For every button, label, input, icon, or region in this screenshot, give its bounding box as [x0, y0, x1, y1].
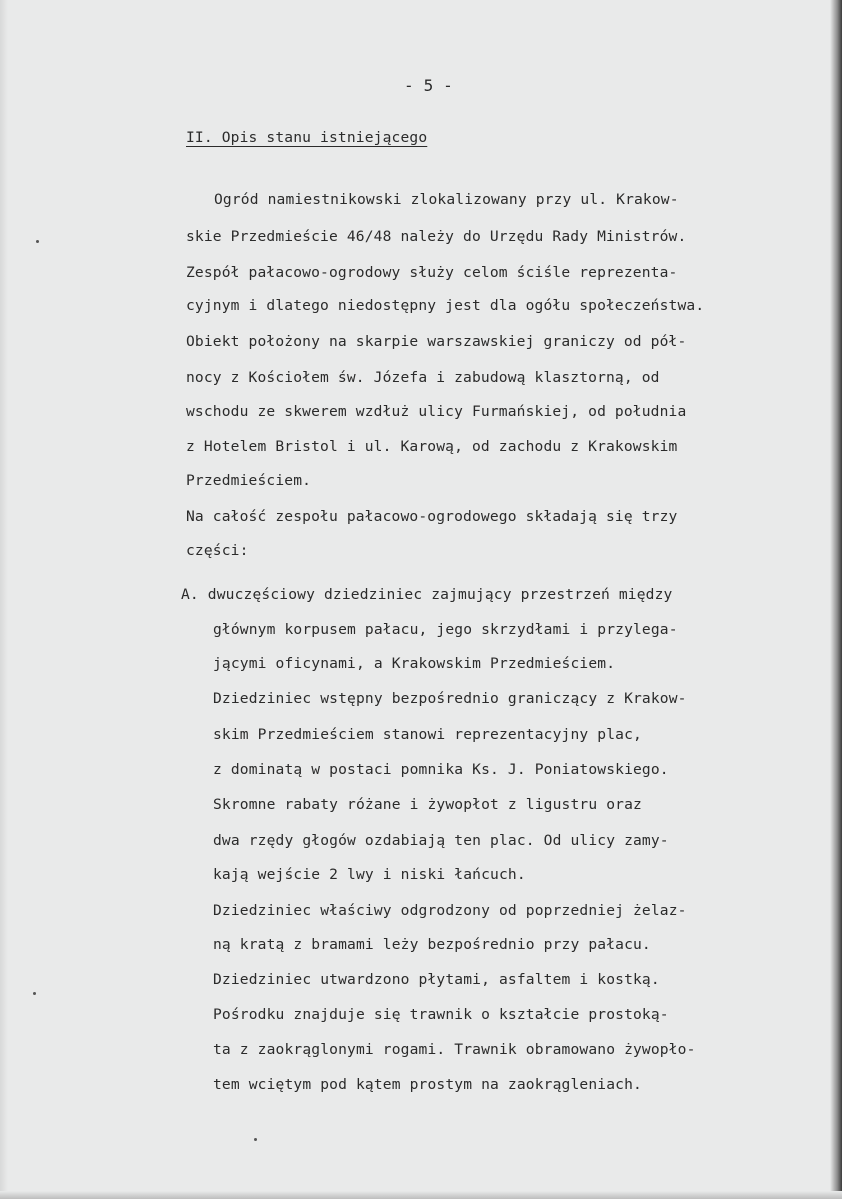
paragraph-line: Na całość zespołu pałacowo-ogrodowego składają się trzy: [186, 508, 678, 525]
paragraph-line: skie Przedmieście 46/48 należy do Urzędu Rady Ministrów.: [186, 228, 687, 245]
list-item-a-line: kają wejście 2 lwy i niski łańcuch.: [213, 866, 526, 883]
list-item-a-line: dwa rzędy głogów ozdabiają ten plac. Od ulicy zamy-: [213, 832, 669, 849]
list-item-a-line: Pośrodku znajduje się trawnik o kształcie prostoką-: [213, 1006, 669, 1023]
paragraph-line: Obiekt położony na skarpie warszawskiej graniczy od pół-: [186, 333, 687, 350]
list-item-a-line: Dziedziniec utwardzono płytami, asfaltem i kostką.: [213, 971, 660, 988]
list-item-a-line: skim Przedmieściem stanowi reprezentacyjny plac,: [213, 726, 642, 743]
list-item-a-line: głównym korpusem pałacu, jego skrzydłami i przylega-: [213, 621, 678, 638]
scan-speck: [33, 992, 36, 995]
paragraph-line: Ogród namiestnikowski zlokalizowany przy ul. Krakow-: [214, 191, 679, 208]
section-heading: II. Opis stanu istniejącego: [186, 129, 428, 146]
paragraph-line: Przedmieściem.: [186, 472, 312, 489]
scan-speck: [254, 1138, 257, 1141]
list-item-a-line: A. dwuczęściowy dziedziniec zajmujący przestrzeń między: [181, 586, 673, 603]
paper-bottom-edge: [0, 1191, 842, 1199]
list-item-a-line: ta z zaokrąglonymi rogami. Trawnik obramowano żywopło-: [213, 1041, 696, 1058]
list-item-a-line: jącymi oficynami, a Krakowskim Przedmieściem.: [213, 655, 616, 672]
list-item-a-line: Dziedziniec właściwy odgrodzony od poprzedniej żelaz-: [213, 902, 687, 919]
page-number: - 5 -: [404, 76, 453, 95]
list-item-a-line: Skromne rabaty różane i żywopłot z ligustru oraz: [213, 796, 642, 813]
paper-right-edge-shadow: [830, 0, 842, 1199]
list-item-a-line: ną kratą z bramami leży bezpośrednio przy pałacu.: [213, 936, 651, 953]
list-item-a-line: z dominatą w postaci pomnika Ks. J. Poniatowskiego.: [213, 761, 669, 778]
list-item-a-line: tem wciętym pod kątem prostym na zaokrągleniach.: [213, 1076, 642, 1093]
paragraph-line: części:: [186, 542, 249, 559]
paragraph-line: wschodu ze skwerem wzdłuż ulicy Furmańskiej, od południa: [186, 403, 687, 420]
list-item-a-line: Dziedziniec wstępny bezpośrednio graniczący z Krakow-: [213, 690, 687, 707]
paper-left-edge: [0, 0, 8, 1199]
paragraph-line: Zespół pałacowo-ogrodowy służy celom ściśle reprezenta-: [186, 264, 678, 281]
paragraph-line: cyjnym i dlatego niedostępny jest dla ogółu społeczeństwa.: [186, 297, 705, 314]
paragraph-line: nocy z Kościołem św. Józefa i zabudową klasztorną, od: [186, 369, 660, 386]
scan-speck: [36, 240, 39, 243]
paragraph-line: z Hotelem Bristol i ul. Karową, od zachodu z Krakowskim: [186, 438, 678, 455]
